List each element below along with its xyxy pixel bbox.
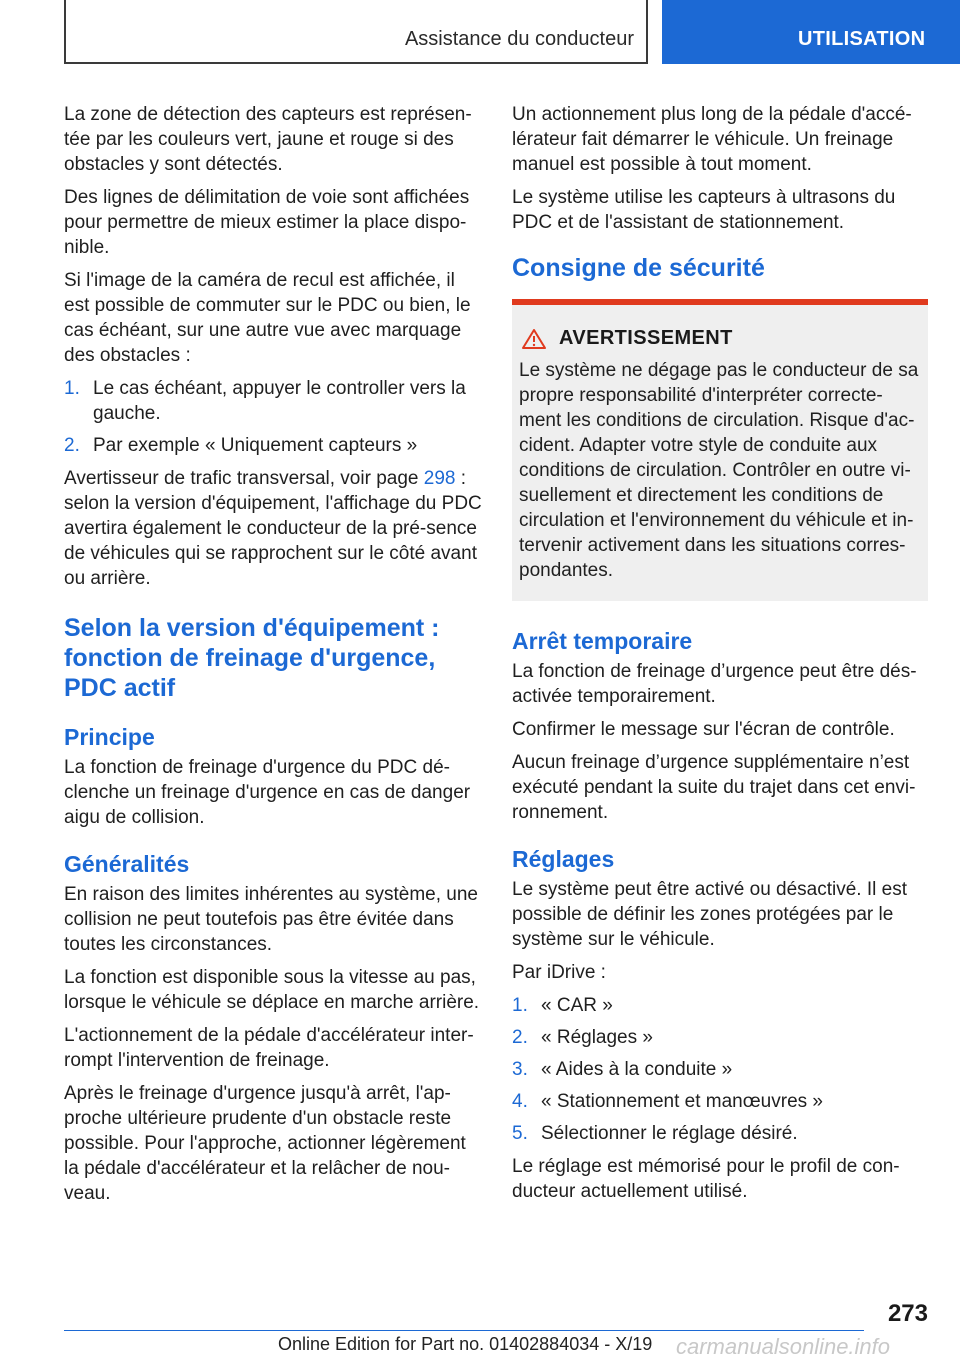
warning-title-row: [519, 327, 922, 350]
paragraph: La fonction de freinage d’urgence peut être dés-activée temporairement.: [512, 661, 917, 707]
paragraph: Si l'image de la caméra de recul est affichée, il est possible de commuter sur le PDC ou bien, le cas échéant, sur une autre vue avec marquage des obstacles :: [64, 270, 471, 366]
warning-triangle-icon: [521, 328, 547, 350]
list-item: [512, 1121, 928, 1146]
step-number: 3.: [512, 1059, 528, 1080]
subheading-generalites: Généralités: [64, 851, 190, 877]
step-number: 5.: [512, 1123, 528, 1144]
step-text: « CAR »: [541, 995, 613, 1016]
paragraph: Un actionnement plus long de la pédale d'accé-lérateur fait démarrer le véhicule. Un freinage manuel est possible à tout moment.: [512, 104, 912, 175]
paragraph: La fonction de freinage d'urgence du PDC dé-clenche un freinage d'urgence en cas de danger aigu de collision.: [64, 757, 471, 828]
subheading-principe: Principe: [64, 724, 155, 750]
section-heading: Selon la version d'équipement : fonction de freinage d'urgence, PDC actif: [64, 614, 440, 702]
step-text: Par exemple « Uniquement capteurs »: [93, 435, 418, 456]
paragraph: Des lignes de délimitation de voie sont affichées pour permettre de mieux estimer la place dispo-nible.: [64, 187, 470, 258]
list-item: [64, 433, 482, 458]
step-text: « Aides à la conduite »: [541, 1059, 733, 1080]
text-run: : selon la version d'équipement, l'affichage du PDC avertira également le conducteur de la pré-sence de véhicules qui se rapprochent sur le côté avant ou arrière.: [64, 468, 482, 589]
step-text: « Réglages »: [541, 1027, 653, 1048]
step-number: 4.: [512, 1091, 528, 1112]
paragraph: Aucun freinage d’urgence supplémentaire n’est exécuté pendant la suite du trajet dans cet envi-ronnement.: [512, 752, 916, 823]
footer-divider: [64, 1330, 864, 1331]
step-list: [64, 376, 482, 458]
paragraph: La fonction est disponible sous la vitesse au pas, lorsque le véhicule se déplace en marche arrière.: [64, 967, 480, 1013]
list-item: [512, 1057, 928, 1082]
step-number: 1.: [512, 995, 528, 1016]
idrive-step-list: [512, 993, 928, 1146]
paragraph: Confirmer le message sur l'écran de contrôle.: [512, 719, 895, 740]
step-number: 2.: [64, 435, 80, 456]
section-heading-consigne: Consigne de sécurité: [512, 254, 765, 282]
paragraph: La zone de détection des capteurs est représen-tée par les couleurs vert, jaune et rouge si des obstacles y sont détectés.: [64, 104, 472, 175]
header-chapter-title: UTILISATION: [798, 28, 926, 50]
footer-edition: Online Edition for Part no. 01402884034 - X/19: [278, 1334, 653, 1354]
subheading-reglages: Réglages: [512, 846, 615, 872]
warning-box: [512, 299, 928, 601]
step-number: 2.: [512, 1027, 528, 1048]
step-text: Le cas échéant, appuyer le controller vers la gauche.: [93, 378, 466, 424]
page-link-298[interactable]: 298: [423, 468, 456, 489]
paragraph: Le système utilise les capteurs à ultrasons du PDC et de l'assistant de stationnement.: [512, 187, 896, 233]
header-section-title: Assistance du conducteur: [404, 28, 634, 50]
paragraph: Le réglage est mémorisé pour le profil de con-ducteur actuellement utilisé.: [512, 1156, 900, 1202]
paragraph: Le système peut être activé ou désactivé. Il est possible de définir les zones protégées par le système sur le véhicule.: [512, 879, 907, 950]
header-section-box: [64, 0, 648, 64]
paragraph: Après le freinage d'urgence jusqu'à arrêt, l'ap-proche ultérieure prudente d'un obstacle reste possible. Pour l'approche, actionner légèrement la pédale d'accélérateur et la relâcher de nou-veau.: [64, 1083, 466, 1204]
step-number: 1.: [64, 378, 80, 399]
list-item: [512, 1089, 928, 1114]
watermark: carmanualsonline.info: [676, 1334, 891, 1359]
list-item: [512, 1025, 928, 1050]
right-column: [512, 102, 928, 1212]
warning-title: AVERTISSEMENT: [559, 327, 733, 349]
paragraph: Par iDrive :: [512, 962, 606, 983]
paragraph-cross-traffic: [64, 466, 482, 591]
paragraph: L'actionnement de la pédale d'accélérateur inter-rompt l'intervention de freinage.: [64, 1025, 474, 1071]
list-item: [512, 993, 928, 1018]
step-text: « Stationnement et manœuvres »: [541, 1091, 823, 1112]
warning-text: Le système ne dégage pas le conducteur de sa propre responsabilité d'interpréter correcte-ment les conditions de circulation. Risque d'ac-cident. Adapter votre style de conduite aux conditions de circulation. Contrôler en outre vi-suellement et directement les conditions de circulation et l'environnement du véhicule et in-tervenir activement dans les situations corres-pondantes.: [519, 360, 919, 581]
step-text: Sélectionner le réglage désiré.: [541, 1123, 798, 1144]
header-chapter-tab: [662, 0, 960, 64]
paragraph: En raison des limites inhérentes au système, une collision ne peut toutefois pas être évitée dans toutes les circonstances.: [64, 884, 478, 955]
left-column: [64, 102, 482, 1214]
text-run: Avertisseur de trafic transversal, voir page: [64, 468, 424, 489]
list-item: [64, 376, 482, 426]
page-number: 273: [887, 1300, 928, 1327]
subheading-arret: Arrêt temporaire: [512, 628, 693, 654]
